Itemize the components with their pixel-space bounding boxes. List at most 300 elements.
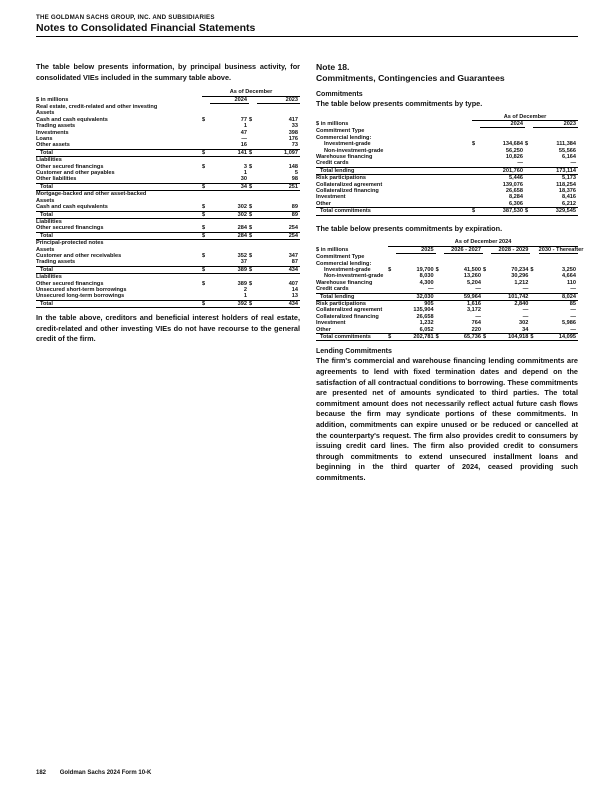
left-column xyxy=(36,62,300,345)
currency-symbol: $ xyxy=(249,266,257,273)
cell-value: 134,684 xyxy=(502,141,523,148)
cell-value: 13 xyxy=(291,293,299,300)
row-label: Loans xyxy=(36,136,53,143)
cell-value: 1,232 xyxy=(419,320,434,327)
cell-value: 302 xyxy=(519,320,529,327)
currency-symbol xyxy=(483,286,491,293)
header-spacer xyxy=(249,96,257,103)
table-row xyxy=(36,259,300,266)
table-header-row xyxy=(36,96,300,103)
row-label: Non-investment-grade xyxy=(324,147,384,154)
table-header-row xyxy=(316,114,578,121)
section-label: Commitment Type xyxy=(316,128,365,135)
section-label: Assets xyxy=(36,246,55,253)
cell-value: 389 xyxy=(237,280,247,287)
table-row xyxy=(36,157,300,164)
currency-symbol xyxy=(525,167,533,174)
cell-value: — xyxy=(522,313,529,320)
cell-value: 173,114 xyxy=(533,167,578,174)
row-label: Credit cards xyxy=(316,160,349,167)
cell-value: 32,030 xyxy=(396,293,435,300)
units-label: $ in millions xyxy=(316,246,349,253)
table-row xyxy=(316,333,578,340)
section-label: Mortgage-backed and other asset-backed xyxy=(36,191,147,198)
cell-value: 284 xyxy=(237,225,247,232)
cell-value: 4,300 xyxy=(419,279,434,286)
cell-value: 1 xyxy=(243,170,247,177)
cell-value: 3 xyxy=(243,163,247,170)
header-spacer xyxy=(202,96,210,103)
cell-value: 87 xyxy=(291,259,299,266)
row-label: Trading assets xyxy=(36,259,76,266)
currency-symbol: $ xyxy=(249,204,253,211)
row-label: Total commitments xyxy=(316,333,388,340)
page-number: 182 xyxy=(36,770,47,776)
row-label: Total xyxy=(36,266,202,273)
cell-value: 4,664 xyxy=(562,273,576,280)
row-label: Total commitments xyxy=(316,208,472,215)
header-spacer xyxy=(525,121,533,128)
cell-value: 101,742 xyxy=(491,293,530,300)
cell-value: 417 xyxy=(288,116,299,123)
currency-symbol: $ xyxy=(249,252,253,259)
table-row xyxy=(36,240,300,247)
cell-value: 1 xyxy=(243,293,247,300)
currency-symbol xyxy=(436,300,444,307)
row-label: Collateralized financing xyxy=(316,313,379,320)
table-header-row xyxy=(316,246,578,253)
table-row xyxy=(36,204,300,211)
table-row xyxy=(316,327,578,334)
cell-value: — xyxy=(570,307,576,314)
currency-symbol xyxy=(202,293,210,300)
currency-symbol: $ xyxy=(249,300,257,307)
currency-symbol: $ xyxy=(472,208,480,215)
cell-value: 3,250 xyxy=(562,266,576,273)
currency-symbol: $ xyxy=(483,333,491,340)
currency-symbol: $ xyxy=(388,333,396,340)
vie-footnote-paragraph: In the table above, creditors and beneficial interest holders of real estate, credit-related and other investing VIEs do not have recourse to the general credit of the firm. xyxy=(36,313,300,344)
currency-symbol xyxy=(436,293,444,300)
expiration-year-header: 2030 - Thereafter xyxy=(538,246,584,253)
header-spacer xyxy=(388,246,396,253)
cell-value: 110 xyxy=(566,279,576,286)
table-row xyxy=(316,254,578,261)
cell-value: 104,918 xyxy=(491,333,530,340)
commitments-by-expiration-table xyxy=(316,239,584,341)
units-label: $ in millions xyxy=(316,121,349,127)
cell-value: 47 xyxy=(240,129,247,136)
header-spacer xyxy=(483,246,491,253)
section-label: Principal-protected notes xyxy=(36,240,104,247)
cell-value: 329,545 xyxy=(533,208,578,215)
cell-value: 1,097 xyxy=(257,149,300,156)
row-label: Total xyxy=(36,211,202,218)
currency-symbol: $ xyxy=(202,232,210,239)
currency-symbol: $ xyxy=(202,280,206,287)
table-header-row xyxy=(36,89,300,96)
header-spacer xyxy=(316,114,472,121)
currency-symbol: $ xyxy=(530,333,538,340)
cell-value: 387,530 xyxy=(480,208,525,215)
row-label: Investment-grade xyxy=(324,141,371,148)
currency-symbol: $ xyxy=(472,141,476,148)
section-label: Liabilities xyxy=(36,274,62,281)
row-label: Total xyxy=(36,300,202,307)
row-label: Collateralized financing xyxy=(316,188,379,195)
currency-symbol: $ xyxy=(249,183,257,190)
cell-value: 352 xyxy=(237,252,247,259)
currency-symbol: $ xyxy=(525,208,533,215)
currency-symbol xyxy=(436,286,444,293)
currency-symbol: $ xyxy=(202,204,206,211)
currency-symbol xyxy=(472,201,480,208)
cell-value: 26,658 xyxy=(505,188,523,195)
cell-value: 201,760 xyxy=(480,167,525,174)
period-header: As of December xyxy=(202,89,300,96)
currency-symbol: $ xyxy=(202,149,210,156)
cell-value: 251 xyxy=(257,183,300,190)
expiration-year-header: 2025 xyxy=(396,246,435,253)
currency-symbol xyxy=(202,176,210,183)
row-label: Commercial lending: xyxy=(316,134,372,141)
cell-value: 73 xyxy=(291,142,299,149)
row-label: Other xyxy=(316,200,331,207)
row-label: Total xyxy=(36,149,202,156)
row-label: Total xyxy=(36,183,202,190)
cell-value: 56,250 xyxy=(505,147,523,154)
table-row xyxy=(36,225,300,232)
currency-symbol xyxy=(388,293,396,300)
row-label: Investment-grade xyxy=(324,266,371,273)
section-label: Commitment Type xyxy=(316,254,365,261)
row-label: Other assets xyxy=(36,142,70,149)
currency-symbol xyxy=(530,286,538,293)
row-label: Investments xyxy=(36,129,69,136)
cell-value: 13,260 xyxy=(463,273,481,280)
cell-value: 19,700 xyxy=(416,266,434,273)
commitments-intro: The table below presents commitments by type. xyxy=(316,99,483,108)
currency-symbol xyxy=(530,327,538,334)
currency-symbol: $ xyxy=(436,333,444,340)
lending-commitments-heading: Lending Commitments xyxy=(316,348,392,356)
cell-value: — xyxy=(570,286,576,293)
currency-symbol xyxy=(530,300,538,307)
table-row xyxy=(316,175,578,182)
row-label: Collateralized agreement xyxy=(316,307,383,314)
cell-value: 89 xyxy=(291,204,299,211)
year-header: 2024 xyxy=(480,121,525,128)
currency-symbol: $ xyxy=(388,266,392,273)
note-title: Commitments, Contingencies and Guarantees xyxy=(316,73,505,83)
table-row xyxy=(36,191,300,198)
cell-value: 85 xyxy=(569,300,576,307)
row-label: Collateralized agreement xyxy=(316,181,383,188)
cell-value: 14,095 xyxy=(539,333,578,340)
currency-symbol: $ xyxy=(525,141,529,148)
row-label: Total lending xyxy=(316,167,472,174)
currency-symbol: $ xyxy=(435,266,439,273)
currency-symbol: $ xyxy=(202,163,206,170)
row-label: Other xyxy=(316,326,331,333)
cell-value: 8,284 xyxy=(509,194,523,201)
row-label: Warehouse financing xyxy=(316,154,373,161)
table-row xyxy=(316,293,578,300)
currency-symbol xyxy=(483,327,491,334)
currency-symbol: $ xyxy=(202,211,210,218)
row-label: Other liabilities xyxy=(36,176,77,183)
currency-symbol: $ xyxy=(202,252,206,259)
cell-value: 8,416 xyxy=(562,194,577,201)
vie-intro-paragraph: The table below presents information, by principal business activity, for consolidated VIEs included in the summary table above. xyxy=(36,62,300,82)
table-row xyxy=(316,128,578,135)
cell-value: — xyxy=(475,286,481,293)
cell-value: — xyxy=(522,286,529,293)
cell-value: 135,904 xyxy=(413,307,434,314)
table-row xyxy=(36,232,300,239)
cell-value: 14 xyxy=(291,286,299,293)
currency-symbol: $ xyxy=(249,211,257,218)
currency-symbol xyxy=(483,293,491,300)
cell-value: 302 xyxy=(210,211,249,218)
lending-commitments-paragraph: The firm's commercial and warehouse financing lending commitments are agreements to lend with fixed termination dates and depend on the satisfaction of all contractual conditions to borrowing. These commitments are presented net of amounts syndicated to third parties. The total commitment amount does not necessarily reflect actual future cash flows because the firm may syndicate portions of these commitments. In addition, commitments can expire unused or be reduced or cancelled at the counterparty's request. The firm also provides credit to consumers by issuing credit card lines. The firm also provided credit to consumers through commitments to extend unsecured installment loans and beginning in the third quarter of 2024, ceased providing such commitments. xyxy=(316,356,578,482)
page-footer xyxy=(36,770,163,776)
cell-value: — xyxy=(427,286,434,293)
currency-symbol xyxy=(483,300,491,307)
expiration-year-header: 2026 - 2027 xyxy=(444,246,483,253)
currency-symbol xyxy=(249,176,257,183)
table-row xyxy=(36,104,300,111)
cell-value: 34 xyxy=(522,326,529,333)
cell-value: 6,212 xyxy=(562,200,577,207)
table-row xyxy=(36,142,300,149)
table-header-row xyxy=(316,121,578,128)
row-label: Total lending xyxy=(316,293,388,300)
currency-symbol xyxy=(436,327,444,334)
cell-value: 254 xyxy=(288,225,299,232)
cell-value: 434 xyxy=(257,266,300,273)
cell-value: 118,254 xyxy=(556,181,577,188)
row-label: Customer and other payables xyxy=(36,170,115,177)
row-label: Cash and cash equivalents xyxy=(36,204,108,211)
row-label: Investment xyxy=(316,320,346,327)
cell-value: 148 xyxy=(288,163,299,170)
cell-value: 2,840 xyxy=(514,300,529,307)
table-row xyxy=(36,274,300,281)
year-header: 2023 xyxy=(533,121,578,128)
table-row xyxy=(316,167,578,174)
cell-value: 55,566 xyxy=(558,147,577,154)
cell-value: 254 xyxy=(257,232,300,239)
table-row xyxy=(36,183,300,190)
cell-value: 98 xyxy=(291,176,299,183)
currency-symbol: $ xyxy=(249,225,253,232)
page-title: Notes to Consolidated Financial Statements xyxy=(36,22,256,34)
currency-symbol xyxy=(525,201,533,208)
row-label: Risk participations xyxy=(316,300,367,307)
cell-value: 407 xyxy=(288,280,299,287)
table-row xyxy=(316,286,578,293)
currency-symbol: $ xyxy=(530,266,534,273)
row-label: Customer and other receivables xyxy=(36,252,122,259)
cell-value: — xyxy=(241,136,247,143)
cell-value: 34 xyxy=(210,183,249,190)
cell-value: — xyxy=(570,313,576,320)
cell-value: 764 xyxy=(471,320,481,327)
cell-value: 33 xyxy=(291,123,299,130)
row-label: Unsecured long-term borrowings xyxy=(36,293,125,300)
cell-value: 37 xyxy=(240,259,247,266)
cell-value: 220 xyxy=(471,326,481,333)
cell-value: 41,500 xyxy=(463,266,481,273)
expiration-intro: The table below presents commitments by expiration. xyxy=(316,223,503,233)
header-spacer xyxy=(436,246,444,253)
currency-symbol: $ xyxy=(249,116,253,123)
currency-symbol xyxy=(202,142,210,149)
cell-value: 176 xyxy=(288,136,299,143)
cell-value: 141 xyxy=(210,149,249,156)
currency-symbol: $ xyxy=(482,266,487,273)
document-name: Goldman Sachs 2024 Form 10-K xyxy=(59,770,152,776)
row-label: Other secured financings xyxy=(36,280,104,287)
cell-value: — xyxy=(517,160,523,167)
right-column xyxy=(316,62,584,484)
table-row xyxy=(316,208,578,215)
cell-value: 389 xyxy=(210,266,249,273)
row-label: Warehouse financing xyxy=(316,279,373,286)
table-row xyxy=(36,211,300,218)
cell-value: 347 xyxy=(288,252,299,259)
cell-value: 8,030 xyxy=(419,273,434,280)
currency-symbol: $ xyxy=(202,225,206,232)
row-label: Risk participations xyxy=(316,175,367,182)
header-spacer xyxy=(530,246,538,253)
section-label: Real estate, credit-related and other investing xyxy=(36,104,158,110)
cell-value: 8,024 xyxy=(539,293,578,300)
cell-value: 202,781 xyxy=(396,333,435,340)
currency-symbol xyxy=(249,293,257,300)
cell-value: 1 xyxy=(243,123,247,130)
table-row xyxy=(36,266,300,273)
cell-value: 16 xyxy=(240,142,247,149)
currency-symbol xyxy=(388,327,396,334)
currency-symbol xyxy=(530,293,538,300)
row-label: Investment xyxy=(316,194,346,201)
currency-symbol xyxy=(525,175,533,182)
currency-symbol xyxy=(472,175,480,182)
section-label: Assets xyxy=(36,197,55,204)
cell-value: 5,204 xyxy=(466,279,481,286)
currency-symbol xyxy=(388,300,396,307)
row-label: Non-investment-grade xyxy=(324,273,384,280)
table-row xyxy=(36,176,300,183)
cell-value: 10,826 xyxy=(505,154,523,161)
header-rule xyxy=(36,36,578,37)
header-spacer xyxy=(472,121,480,128)
cell-value: 2 xyxy=(243,286,247,293)
cell-value: 392 xyxy=(210,300,249,307)
cell-value: 434 xyxy=(257,300,300,307)
table-row xyxy=(36,300,300,307)
cell-value: 5,173 xyxy=(562,175,577,182)
currency-symbol: $ xyxy=(249,280,253,287)
table-header-row xyxy=(316,239,578,246)
cell-value: 30,296 xyxy=(511,273,529,280)
cell-value: — xyxy=(570,160,577,167)
section-label: Liabilities xyxy=(36,218,62,225)
cell-value: 77 xyxy=(240,116,247,123)
currency-symbol xyxy=(388,286,396,293)
currency-symbol: $ xyxy=(202,266,210,273)
table-row xyxy=(316,201,578,208)
cell-value: 302 xyxy=(237,204,247,211)
cell-value: 65,736 xyxy=(444,333,483,340)
cell-value: — xyxy=(475,313,481,320)
currency-symbol: $ xyxy=(202,116,206,123)
vie-table xyxy=(36,89,300,308)
cell-value: 3,172 xyxy=(466,307,481,314)
cell-value: 284 xyxy=(210,232,249,239)
row-label: Other secured financings xyxy=(36,163,104,170)
table-row xyxy=(36,218,300,225)
row-label: Other secured financings xyxy=(36,225,104,232)
cell-value: 1,616 xyxy=(466,300,481,307)
commitments-by-type-table xyxy=(316,114,578,216)
cell-value: — xyxy=(570,326,576,333)
table-row xyxy=(36,149,300,156)
currency-symbol xyxy=(525,160,533,167)
note-number: Note 18. xyxy=(316,62,350,72)
row-label: Commercial lending: xyxy=(316,260,372,267)
section-label: Assets xyxy=(36,110,55,117)
header-spacer xyxy=(316,239,388,246)
header-spacer xyxy=(36,89,202,96)
row-label: Total xyxy=(36,232,202,239)
currency-symbol xyxy=(472,167,480,174)
units-label: $ in millions xyxy=(36,96,69,103)
currency-symbol: $ xyxy=(249,232,257,239)
cell-value: 6,306 xyxy=(509,200,523,207)
cell-value: 111,384 xyxy=(556,141,577,148)
cell-value: 5,446 xyxy=(509,175,523,182)
cell-value: 398 xyxy=(288,129,299,136)
year-header: 2024 xyxy=(210,96,249,103)
currency-symbol: $ xyxy=(202,183,210,190)
company-name: THE GOLDMAN SACHS GROUP, INC. AND SUBSIDIARIES xyxy=(36,14,215,21)
row-label: Cash and cash equivalents xyxy=(36,116,108,123)
cell-value: 6,164 xyxy=(562,154,577,161)
row-label: Trading assets xyxy=(36,123,76,130)
currency-symbol: $ xyxy=(249,149,257,156)
cell-value: 905 xyxy=(424,300,434,307)
currency-symbol xyxy=(249,259,257,266)
cell-value: 5 xyxy=(294,170,299,177)
cell-value: 59,964 xyxy=(444,293,483,300)
table-row xyxy=(316,160,578,167)
cell-value: 1,212 xyxy=(514,279,529,286)
cell-value: 5,986 xyxy=(562,320,576,327)
cell-value: 89 xyxy=(257,211,300,218)
currency-symbol xyxy=(202,259,210,266)
table-row xyxy=(316,300,578,307)
row-label: Unsecured short-term borrowings xyxy=(36,286,127,293)
cell-value: 70,234 xyxy=(511,266,529,273)
period-header: As of December xyxy=(472,114,578,121)
cell-value: 30 xyxy=(240,176,247,183)
cell-value: 18,376 xyxy=(558,188,577,195)
currency-symbol xyxy=(472,160,480,167)
year-header: 2023 xyxy=(257,96,300,103)
